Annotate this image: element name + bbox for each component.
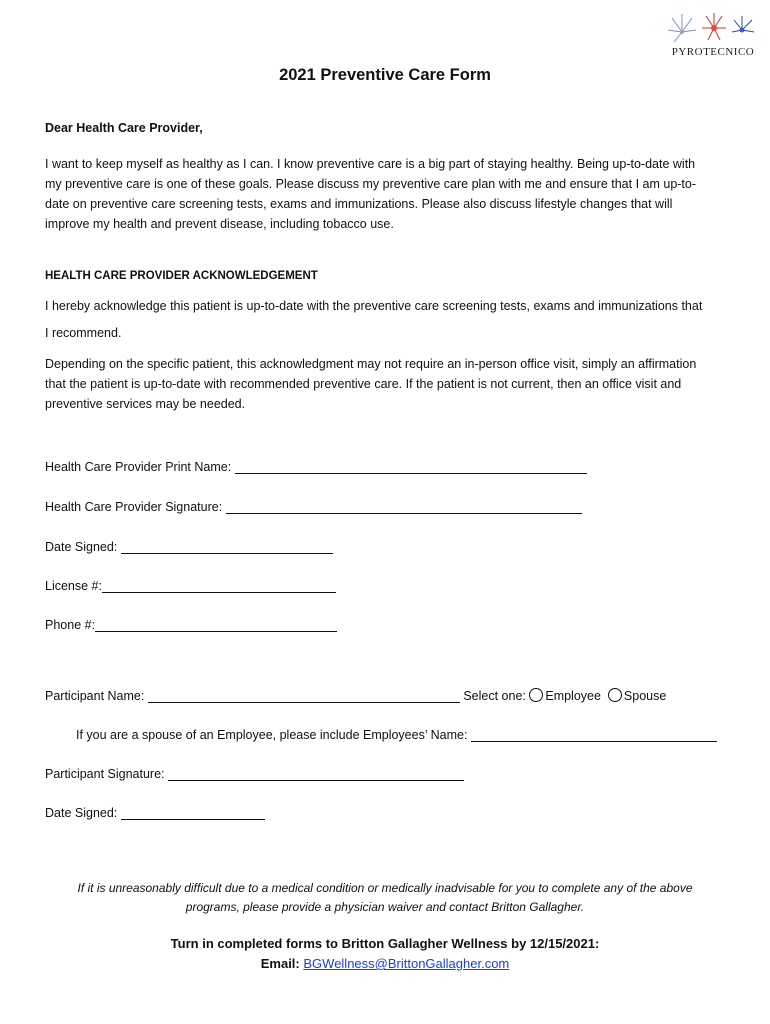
employee-name-line[interactable] — [471, 729, 717, 742]
field-label: Participant Name: — [45, 689, 145, 703]
acknowledgement-line: I recommend. — [45, 326, 122, 340]
spouse-employee-name-field — [76, 728, 717, 742]
provider-date-signed-line[interactable] — [121, 541, 333, 554]
field-label: If you are a spouse of an Employee, please include Employees’ Name: — [76, 728, 468, 742]
participant-name-line[interactable] — [148, 690, 460, 703]
provider-signature-line[interactable] — [226, 501, 582, 514]
participant-signature-field — [45, 767, 464, 781]
note-line: If it is unreasonably difficult due to a medical condition or medically inadvisable for you to complete any of the above — [77, 881, 693, 895]
field-label: Phone #: — [45, 618, 96, 632]
detail-line: Depending on the specific patient, this acknowledgment may not require an in-person office visit, simply an affirmation — [45, 357, 697, 371]
company-logo — [662, 12, 758, 62]
license-field — [45, 579, 336, 593]
provider-print-name-line[interactable] — [235, 461, 587, 474]
field-label: Health Care Provider Signature: — [45, 500, 223, 514]
intro-line: improve my health and prevent disease, including tobacco use. — [45, 217, 394, 231]
employee-option-label: Employee — [545, 689, 601, 703]
section-heading: HEALTH CARE PROVIDER ACKNOWLEDGEMENT — [45, 270, 318, 282]
acknowledgement-detail — [45, 354, 725, 414]
spouse-option-label: Spouse — [623, 689, 667, 703]
intro-line: date on preventive care screening tests, exams and immunizations. Please also discuss lifestyle changes that will — [45, 197, 673, 211]
email-link[interactable]: BGWellness@BrittonGallagher.com — [303, 956, 510, 971]
participant-date-signed-line[interactable] — [121, 807, 265, 820]
phone-field — [45, 618, 337, 632]
detail-line: that the patient is up-to-date with recommended preventive care. If the patient is not current, then an office visit and — [45, 377, 682, 391]
intro-paragraph — [45, 154, 725, 234]
provider-signature-field — [45, 500, 582, 514]
waiver-note — [45, 879, 725, 917]
note-line: programs, please provide a physician waiver and contact Britton Gallagher. — [185, 900, 585, 914]
spouse-radio[interactable] — [608, 688, 622, 702]
email-label: Email: — [260, 956, 300, 971]
phone-line[interactable] — [95, 619, 337, 632]
field-label: Health Care Provider Print Name: — [45, 460, 232, 474]
employee-radio[interactable] — [529, 688, 543, 702]
field-label: Date Signed: — [45, 806, 118, 820]
field-label: License #: — [45, 579, 102, 593]
participant-signature-line[interactable] — [168, 768, 464, 781]
provider-date-signed-field — [45, 540, 333, 554]
license-line[interactable] — [102, 580, 336, 593]
field-label: Date Signed: — [45, 540, 118, 554]
deadline-line: Turn in completed forms to Britton Gallagher Wellness by 12/15/2021: — [170, 936, 600, 951]
participant-date-signed-field — [45, 806, 265, 820]
participant-name-field — [45, 688, 666, 703]
page-title: 2021 Preventive Care Form — [279, 66, 491, 84]
email-line — [0, 954, 770, 974]
salutation: Dear Health Care Provider, — [45, 121, 203, 135]
logo-text: PYROTECNICO — [671, 46, 755, 58]
fireworks-icon — [662, 12, 758, 48]
intro-line: I want to keep myself as healthy as I can. I know preventive care is a big part of staying healthy. Being up-to-date with — [45, 157, 696, 171]
detail-line: preventive services may be needed. — [45, 397, 246, 411]
select-one-label: Select one: — [463, 689, 526, 703]
provider-print-name-field — [45, 460, 587, 474]
acknowledgement-line: I hereby acknowledge this patient is up-to-date with the preventive care screening tests, exams and immunizations that — [45, 299, 703, 313]
acknowledgement-statement — [45, 293, 725, 347]
submission-instructions — [0, 934, 770, 974]
intro-line: my preventive care is one of these goals. Please discuss my preventive care plan with me and ensure that I am up-to- — [45, 177, 697, 191]
field-label: Participant Signature: — [45, 767, 165, 781]
